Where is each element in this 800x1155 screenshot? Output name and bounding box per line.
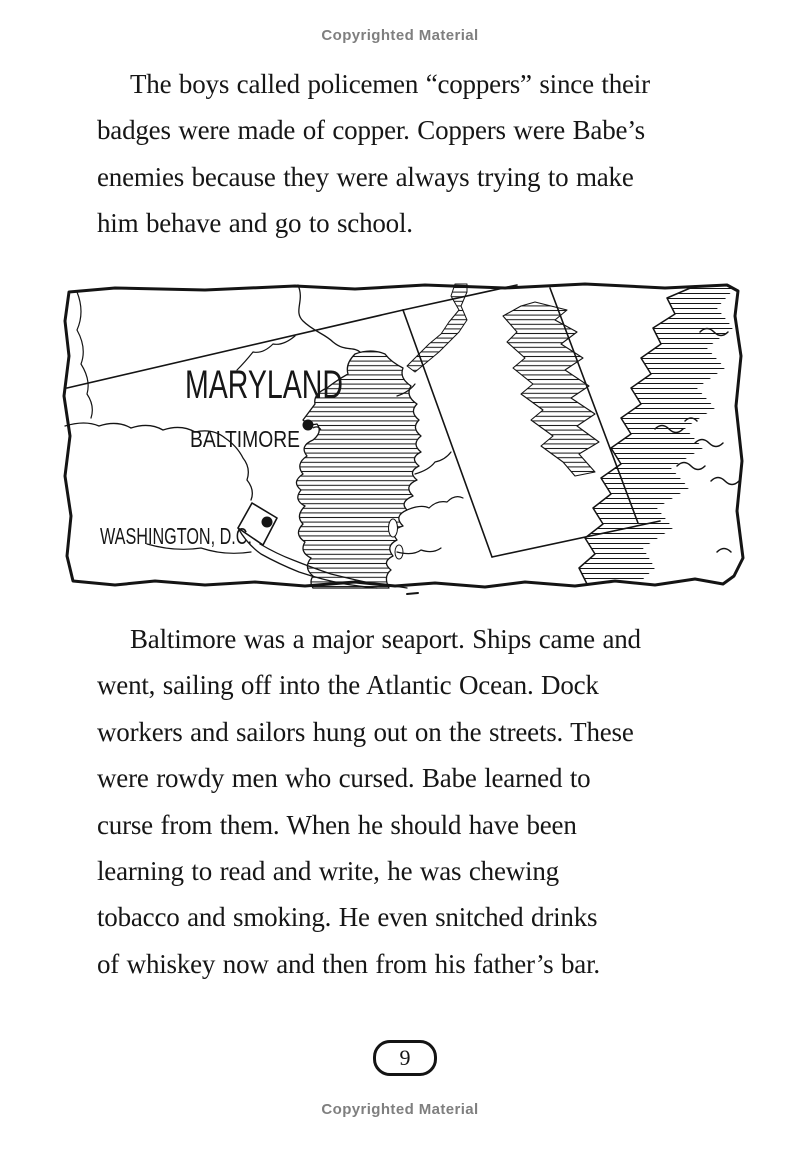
- copyright-notice-top: Copyrighted Material: [321, 27, 479, 44]
- washington-marker-dot: [262, 517, 273, 528]
- paragraph-line: Baltimore was a major seaport. Ships came and: [130, 624, 641, 654]
- map-svg: [55, 276, 745, 601]
- paragraph-line: tobacco and smoking. He even snitched drinks: [97, 902, 598, 933]
- paragraph-line: enemies because they were always trying to make: [97, 161, 634, 192]
- paragraph-1: [97, 61, 757, 247]
- paragraph-line: were rowdy men who cursed. Babe learned to: [97, 763, 591, 794]
- map-label-baltimore: BALTIMORE: [190, 426, 300, 452]
- paragraph-line: curse from them. When he should have been: [97, 809, 577, 840]
- paragraph-line: went, sailing off into the Atlantic Ocean. Dock: [97, 670, 599, 701]
- paper-tear-mark: [407, 593, 418, 594]
- paragraph-line: The boys called policemen “coppers” since their: [130, 69, 650, 99]
- paragraph-line: learning to read and write, he was chewing: [97, 855, 559, 886]
- paragraph-line: of whiskey now and then from his father’s bar.: [97, 948, 600, 979]
- baltimore-marker-dot: [303, 420, 314, 431]
- paragraph-2: [97, 616, 757, 987]
- paragraph-line: workers and sailors hung out on the streets. These: [97, 716, 634, 747]
- map-label-washington-dc: WASHINGTON, D.C.: [100, 523, 252, 549]
- map-label-maryland: MARYLAND: [185, 363, 343, 407]
- paragraph-line: him behave and go to school.: [97, 208, 413, 239]
- page-number: 9: [399, 1045, 411, 1070]
- paragraph-line: badges were made of copper. Coppers were Babe’s: [97, 115, 645, 146]
- copyright-notice-bottom: Copyrighted Material: [321, 1101, 479, 1118]
- page-number-badge: [373, 1040, 437, 1076]
- maryland-map-illustration: [55, 276, 745, 601]
